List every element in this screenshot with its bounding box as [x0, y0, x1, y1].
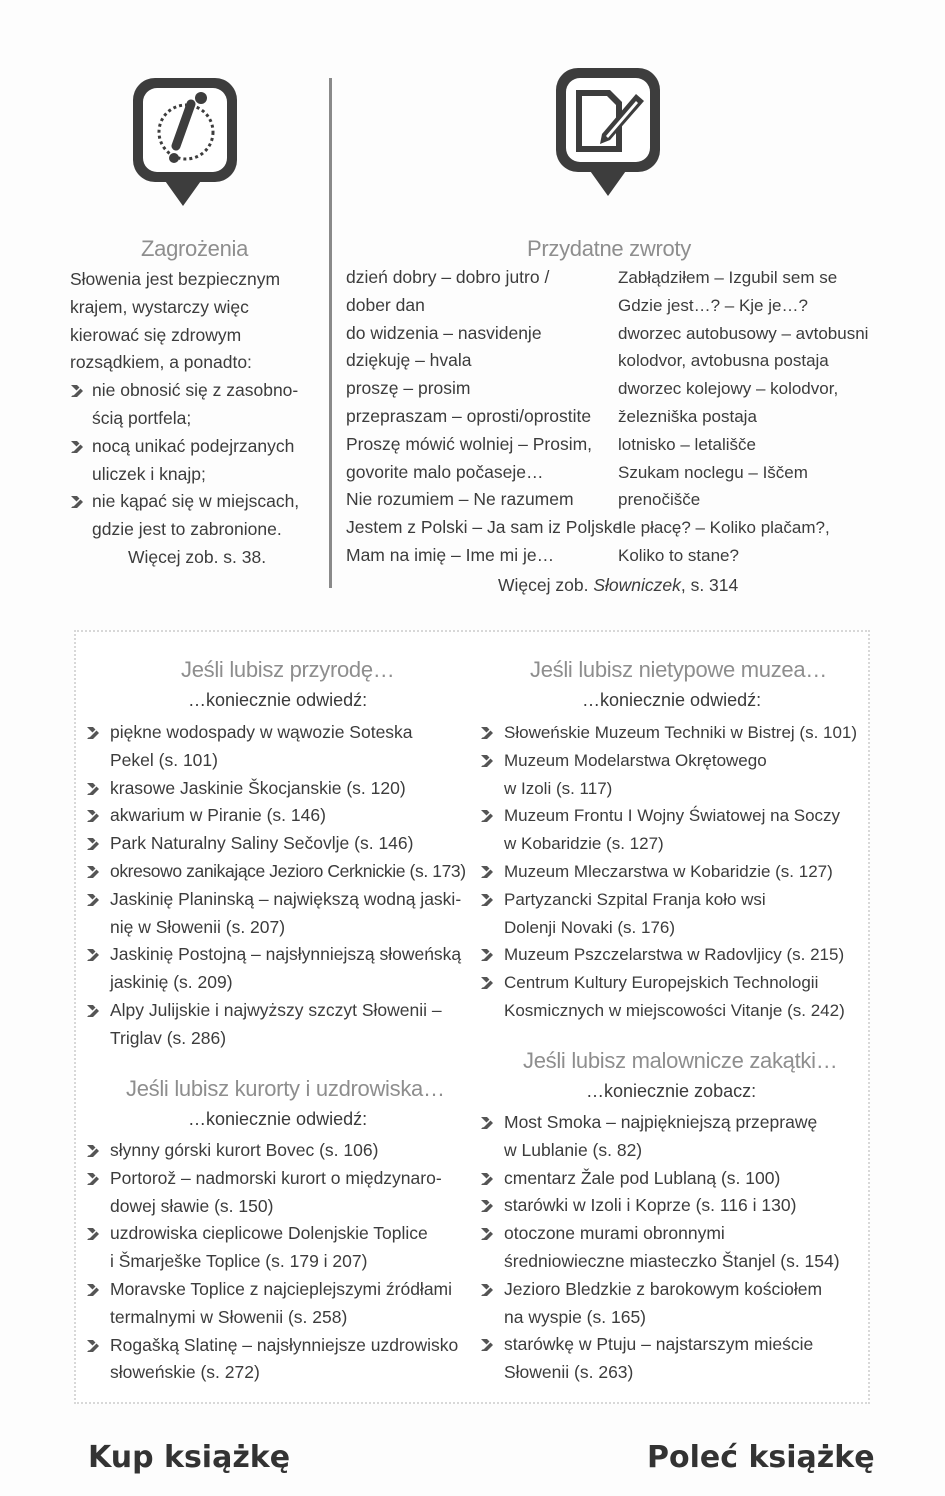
arrow-bullet-icon — [480, 1227, 494, 1241]
list-item: Jaskinię Postojną – najsłynniejszą słoweńską jaskinię (s. 209) — [72, 941, 466, 997]
arrow-bullet-icon — [480, 1116, 494, 1130]
arrow-bullet-icon — [86, 782, 100, 796]
danger-intro-line: krajem, wystarczy więc — [70, 296, 249, 317]
list-item: Muzeum Frontu I Wojny Światowej na Soczy w Kobaridzie (s. 127) — [466, 802, 857, 858]
arrow-bullet-icon — [70, 440, 84, 454]
list-item: otoczone murami obronnymi średniowieczne miasteczko Štanjel (s. 154) — [466, 1220, 840, 1276]
danger-title: Zagrożenia — [141, 236, 249, 261]
list-item: Park Naturalny Saliny Sečovlje (s. 146) — [72, 830, 466, 858]
arrow-bullet-icon — [86, 837, 100, 851]
list-item: Centrum Kultury Europejskich Technologii Kosmicznych w miejscowości Vitanje (s. 242) — [466, 969, 857, 1025]
danger-text — [70, 266, 320, 572]
list-item: starówkę w Ptuju – najstarszym mieście Słowenii (s. 263) — [466, 1331, 840, 1387]
list-item: Alpy Julijskie i najwyższy szczyt Słowenii – Triglav (s. 286) — [72, 997, 466, 1053]
list-item: krasowe Jaskinie Škocjanskie (s. 120) — [72, 775, 466, 803]
arrow-bullet-icon — [86, 809, 100, 823]
phrases-more-link[interactable]: Więcej zob. Słowniczek, s. 314 — [498, 575, 739, 595]
arrow-bullet-icon — [480, 809, 494, 823]
scenic-list — [466, 1109, 840, 1387]
arrow-bullet-icon — [86, 1339, 100, 1353]
museums-list — [466, 719, 857, 1025]
phrases-title: Przydatne zwroty — [527, 236, 691, 261]
arrow-bullet-icon — [70, 384, 84, 398]
list-item: Muzeum Modelarstwa Okrętowego w Izoli (s. 117) — [466, 747, 857, 803]
arrow-bullet-icon — [480, 1283, 494, 1297]
list-item: Partyzancki Szpital Franja koło wsi Dolenji Novaki (s. 176) — [466, 886, 857, 942]
danger-intro-line: Słowenia jest bezpiecznym — [70, 269, 281, 289]
list-item: nie kąpać się w miejscach, gdzie jest to zabronione. — [70, 488, 320, 544]
list-item: Jezioro Bledzkie z barokowym kościołem na wyspie (s. 165) — [466, 1276, 840, 1332]
recommend-book-link[interactable]: Poleć książkę — [647, 1440, 875, 1475]
arrow-bullet-icon — [86, 1144, 100, 1158]
column-divider — [329, 78, 332, 588]
list-item: Jaskinię Planinską – największą wodną jaski- nię w Słowenii (s. 207) — [72, 886, 466, 942]
list-item: piękne wodospady w wąwozie Soteska Pekel (s. 101) — [72, 719, 466, 775]
spa-title: Jeśli lubisz kurorty i uzdrowiska… — [126, 1076, 445, 1101]
danger-more-link[interactable]: Więcej zob. s. 38. — [128, 546, 267, 567]
list-item: nie obnosić się z zasobno- ścią portfela; — [70, 377, 320, 433]
arrow-bullet-icon — [480, 865, 494, 879]
danger-intro-line: rozsądkiem, a ponadto: — [70, 352, 252, 373]
phrases-col1: dzień dobry – dobro jutro / dober dan do widzenia – nasvidenje dziękuję – hvala proszę – prosim przepraszam – oprosti/oprostite Proszę mówić wolniej – Prosim, govorite malo počaseje… Nie rozumiem – Ne razumem Jestem z Polski – Ja sam iz Poljske Mam na imię – Ime mi je… — [346, 267, 623, 565]
arrow-bullet-icon — [86, 865, 100, 879]
danger-intro-line: kierować się zdrowym — [70, 324, 242, 345]
list-item: cmentarz Žale pod Lublaną (s. 100) — [466, 1165, 840, 1193]
arrow-bullet-icon — [480, 1199, 494, 1213]
list-item: Muzeum Pszczelarstwa w Radovljicy (s. 215) — [466, 941, 857, 969]
arrow-bullet-icon — [86, 893, 100, 907]
museums-subtitle: …koniecznie odwiedź: — [582, 690, 762, 710]
scenic-subtitle: …koniecznie zobacz: — [586, 1081, 757, 1101]
arrow-bullet-icon — [86, 1004, 100, 1018]
list-item: starówki w Izoli i Koprze (s. 116 i 130) — [466, 1192, 840, 1220]
arrow-bullet-icon — [86, 1283, 100, 1297]
arrow-bullet-icon — [86, 1227, 100, 1241]
arrow-bullet-icon — [86, 948, 100, 962]
alert-note-icon — [133, 78, 237, 182]
danger-icon-pin — [130, 78, 240, 228]
list-item: słynny górski kurort Bovec (s. 106) — [72, 1137, 458, 1165]
buy-book-link[interactable]: Kup książkę — [88, 1440, 291, 1475]
nature-subtitle: …koniecznie odwiedź: — [188, 690, 368, 710]
document-pen-icon — [556, 68, 660, 172]
arrow-bullet-icon — [480, 1338, 494, 1352]
list-item: okresowo zanikające Jezioro Cerknickie (s. 173) — [72, 858, 466, 886]
list-item: Portorož – nadmorski kurort o międzynaro- dowej sławie (s. 150) — [72, 1165, 458, 1221]
list-item: Moravske Toplice z najcieplejszymi źródłami termalnymi w Słowenii (s. 258) — [72, 1276, 458, 1332]
list-item: nocą unikać podejrzanych uliczek i knajp; — [70, 433, 320, 489]
phrases-icon-pin — [556, 68, 666, 218]
list-item: Most Smoka – najpiękniejszą przeprawę w Lublanie (s. 82) — [466, 1109, 840, 1165]
arrow-bullet-icon — [480, 754, 494, 768]
scenic-title: Jeśli lubisz malownicze zakątki… — [523, 1048, 838, 1073]
spa-list — [72, 1137, 458, 1387]
list-item: akwarium w Piranie (s. 146) — [72, 802, 466, 830]
nature-title: Jeśli lubisz przyrodę… — [181, 657, 395, 682]
arrow-bullet-icon — [480, 976, 494, 990]
arrow-bullet-icon — [480, 893, 494, 907]
arrow-bullet-icon — [86, 1172, 100, 1186]
museums-title: Jeśli lubisz nietypowe muzea… — [530, 657, 827, 682]
nature-list — [72, 719, 466, 1053]
phrases-col2: Zabłądziłem – Izgubil sem se Gdzie jest…? – Kje je…? dworzec autobusowy – avtobusni kolodvor, avtobusna postaja dworzec kolejowy – kolodvor, železniška postaja lotnisko – letališče Szukam noclegu – Iščem prenočišče Ile płacę? – Koliko plačam?, Koliko to stane? — [618, 268, 869, 565]
arrow-bullet-icon — [70, 495, 84, 509]
list-item: Muzeum Mleczarstwa w Kobaridzie (s. 127) — [466, 858, 857, 886]
spa-subtitle: …koniecznie odwiedź: — [188, 1109, 368, 1129]
list-item: uzdrowiska cieplicowe Dolenjskie Toplice i Šmarješke Toplice (s. 179 i 207) — [72, 1220, 458, 1276]
arrow-bullet-icon — [480, 1172, 494, 1186]
arrow-bullet-icon — [480, 726, 494, 740]
list-item: Rogašką Slatinę – najsłynniejsze uzdrowisko słoweńskie (s. 272) — [72, 1332, 458, 1388]
list-item: Słoweńskie Muzeum Techniki w Bistrej (s. 101) — [466, 719, 857, 747]
arrow-bullet-icon — [86, 726, 100, 740]
arrow-bullet-icon — [480, 948, 494, 962]
